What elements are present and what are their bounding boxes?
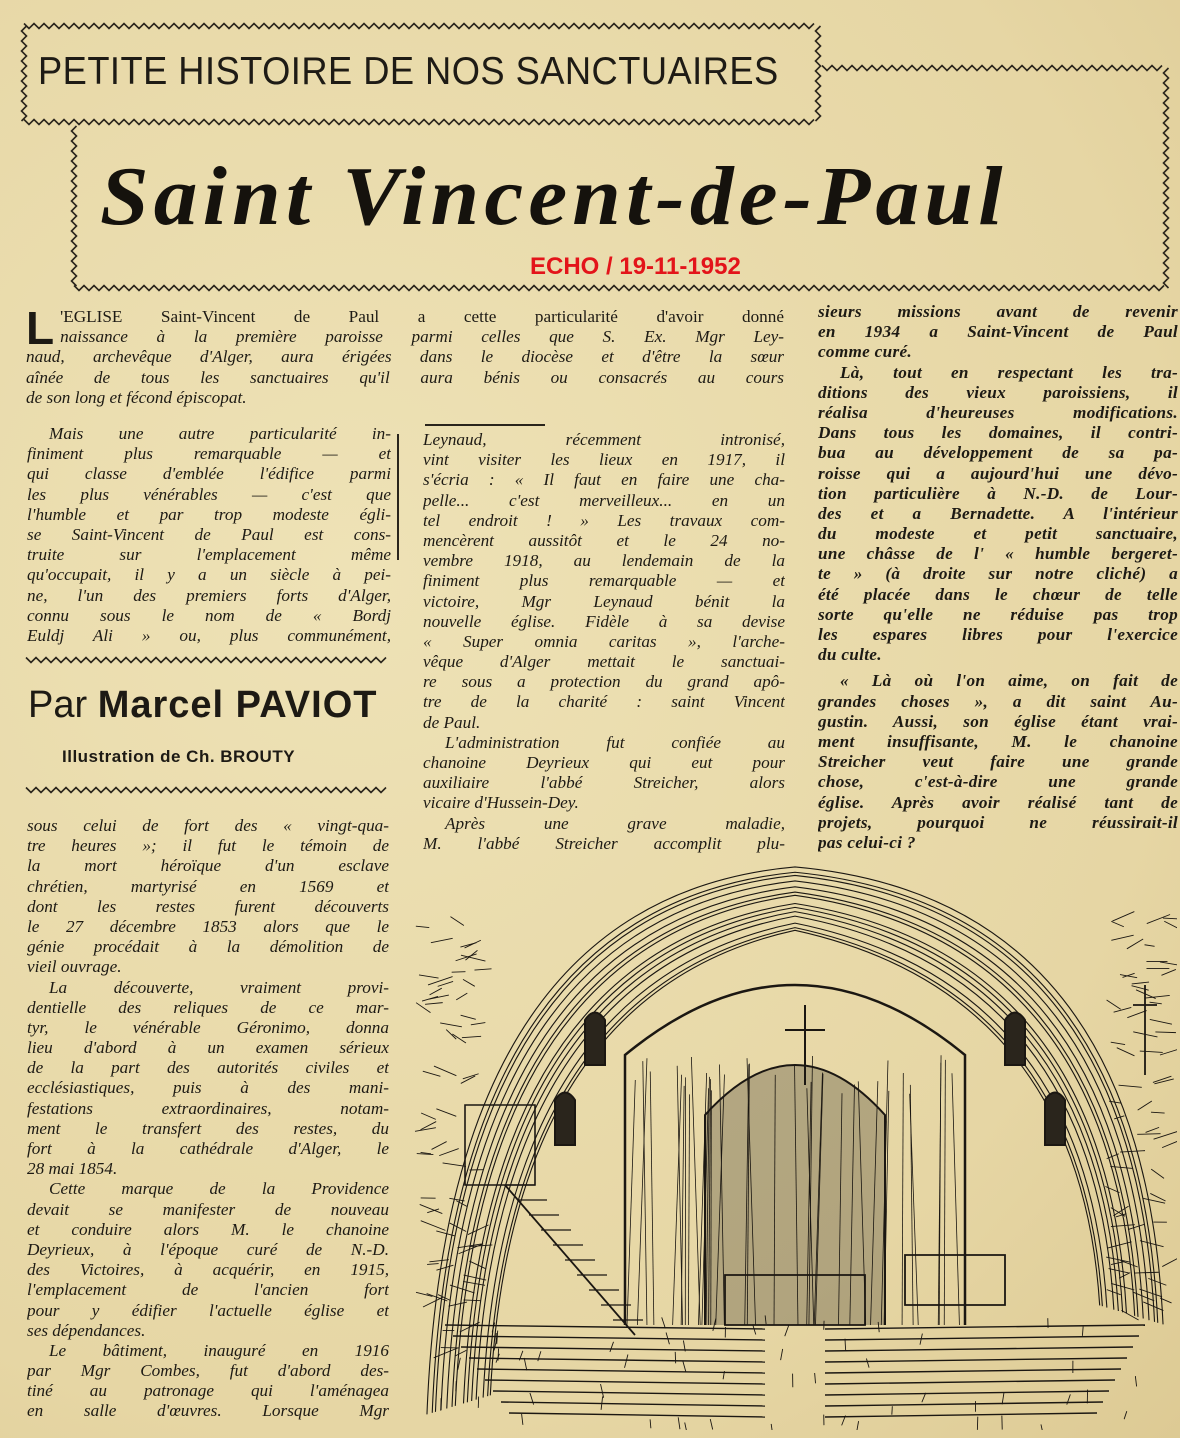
apse-hatching <box>902 1073 903 1325</box>
byline-par: Par <box>28 684 88 726</box>
text-line: Mais une autre particularité in- <box>49 424 391 443</box>
pew <box>453 1336 765 1340</box>
pew-hatching <box>685 1423 688 1430</box>
text-line: pas celui-ci ? <box>818 832 916 852</box>
frame-border <box>24 24 814 29</box>
pew-hatching <box>497 1331 498 1345</box>
text-line: 28 mai 1854. <box>27 1159 118 1179</box>
frame-border <box>822 66 1162 71</box>
text-line: ditions des vieux paroissiens, il <box>818 382 1178 402</box>
pew-hatching <box>1135 1376 1136 1386</box>
wall-hatching <box>1146 1127 1160 1132</box>
pew-hatching <box>866 1358 869 1367</box>
wall-hatching <box>427 1264 439 1265</box>
text-line: mencèrent aussitôt et le 24 no- <box>423 530 785 550</box>
pew <box>825 1325 1145 1329</box>
wall-hatching <box>440 1023 462 1027</box>
text-line: Euldj Ali » ou, plus communément, <box>27 625 391 645</box>
text-line: aînée de tous les sanctuaires qu'il aura bénis ou consacrés au cours <box>26 367 784 387</box>
pew-hatching <box>1002 1393 1004 1405</box>
pew <box>825 1402 1103 1406</box>
text-line: chrétien, martyrisé en 1569 et <box>27 876 389 896</box>
wall-hatching <box>461 1015 476 1019</box>
text-line: pelle... c'est merveilleux... en un <box>423 490 785 510</box>
text-line: tion particulière à N.-D. de Lour- <box>818 483 1178 503</box>
pew-hatching <box>683 1361 686 1372</box>
paragraph <box>27 1179 389 1341</box>
pew <box>485 1380 765 1384</box>
pew-hatching <box>1124 1411 1127 1419</box>
text-line: qu'occupait, il y a un siècle à pei- <box>27 565 391 585</box>
pew-hatching <box>538 1351 541 1361</box>
paragraph <box>423 430 785 733</box>
text-line: te » (à droite sur notre cliché) a <box>818 564 1178 584</box>
byline-divider <box>26 658 386 663</box>
wall-hatching <box>436 1265 453 1270</box>
wall-hatching <box>471 1023 486 1025</box>
text-line: grandes choses », a dit saint Au- <box>818 691 1178 711</box>
pew-hatching <box>710 1419 712 1429</box>
text-line: chose, c'est-à-dire une grande <box>818 772 1178 792</box>
wall-hatching <box>463 1300 480 1301</box>
wall-hatching <box>1127 939 1143 949</box>
wall-hatching <box>421 1113 436 1119</box>
wall-hatching <box>419 975 439 978</box>
church-interior-illustration <box>405 855 1177 1430</box>
wall-hatching <box>446 1030 456 1040</box>
pew <box>469 1358 765 1362</box>
text-line: des Victoires, à acquérir, en 1915, <box>27 1260 389 1280</box>
text-line: chanoine Deyrieux qui eut pour <box>423 753 785 772</box>
wall-hatching <box>425 1003 443 1005</box>
text-line: vicaire d'Hussein-Dey. <box>423 793 579 813</box>
wall-hatching <box>1110 1166 1132 1168</box>
wall-hatching <box>415 1128 436 1132</box>
text-line: tre de la charité : saint Vincent <box>423 692 785 712</box>
frame-border <box>24 120 814 125</box>
text-line: Après une grave maladie, <box>445 813 785 833</box>
paragraph <box>27 1341 389 1422</box>
byline <box>28 684 377 727</box>
wall-hatching <box>1145 945 1155 947</box>
column-vertical-rule <box>397 434 399 560</box>
text-line: gustin. Aussi, son église étant vrai- <box>818 711 1178 731</box>
apse-hatching <box>944 1060 945 1325</box>
wall-hatching <box>452 1034 466 1043</box>
text-line: ment insuffisante, M. le chanoine <box>818 731 1178 751</box>
wall-hatching <box>450 917 463 926</box>
pew <box>825 1413 1097 1417</box>
text-line: les plus vénérables — c'est que <box>27 484 391 504</box>
wall-hatching <box>1137 1134 1160 1135</box>
pew <box>825 1358 1127 1362</box>
text-line: « Là où l'on aime, on fait de <box>840 671 1178 691</box>
church-window <box>585 1013 605 1066</box>
wall-hatching <box>465 940 481 948</box>
wall-hatching <box>436 1109 456 1116</box>
paragraph <box>423 733 785 814</box>
wall-hatching <box>1151 1112 1165 1113</box>
wall-hatching <box>1132 986 1149 991</box>
text-line: Streicher veut faire une grande <box>818 752 1178 772</box>
pew <box>461 1347 765 1351</box>
text-line: et conduire alors M. le chanoine <box>27 1219 389 1239</box>
text-line: « Super omnia caritas », l'arche- <box>423 631 785 651</box>
text-line: dentielle des reliques de ce mar- <box>27 997 389 1017</box>
wall-hatching <box>1138 1101 1152 1110</box>
text-line: réalisa d'heureuses modifications. <box>818 402 1178 422</box>
wall-hatching <box>429 1260 449 1262</box>
frame-border <box>816 26 821 121</box>
wall-hatching <box>430 988 442 995</box>
apse-hatching <box>688 1094 689 1325</box>
wall-hatching <box>1150 1193 1165 1201</box>
column-2 <box>423 430 785 854</box>
text-line: M. l'abbé Streicher accomplit plu- <box>423 833 785 853</box>
text-line: 'EGLISE Saint-Vincent de Paul a cette particularité d'avoir donné <box>60 307 784 326</box>
wall-hatching <box>1150 1019 1172 1024</box>
pew <box>493 1391 765 1395</box>
text-line: la mort héroïque d'un esclave <box>27 856 389 876</box>
pew <box>509 1413 765 1417</box>
pew <box>501 1402 765 1406</box>
text-line: auxiliaire l'abbé Streicher, alors <box>423 773 785 793</box>
wall-hatching <box>452 972 466 973</box>
wall-hatching <box>1150 1002 1162 1004</box>
wall-hatching <box>1140 1051 1163 1052</box>
text-line: sorte qu'elle ne réduise pas trop <box>818 604 1178 624</box>
wall-hatching <box>474 969 491 970</box>
text-line: Là, tout en respectant les tra- <box>840 362 1178 382</box>
apse-hatching <box>643 1061 647 1325</box>
pew-hatching <box>678 1417 680 1429</box>
text-line: tel endroit ! » Les travaux com- <box>423 510 785 530</box>
text-line: connu sous le nom de « Bordj <box>27 605 391 625</box>
text-line: re sous a protection du grand apô- <box>423 672 785 692</box>
text-line: du culte. <box>818 645 882 665</box>
reliquary-shrine <box>905 1255 1005 1305</box>
pew <box>825 1380 1115 1384</box>
column-1-bottom <box>27 816 389 1422</box>
drop-cap: L <box>26 302 55 354</box>
text-line: de son long et fécond épiscopat. <box>26 387 247 407</box>
wall-hatching <box>1164 921 1177 930</box>
wall-hatching <box>1107 1290 1121 1295</box>
text-line: comme curé. <box>818 342 912 362</box>
text-line: La découverte, vraiment provi- <box>49 977 389 997</box>
text-line: l'emplacement de l'ancien fort <box>27 1280 389 1300</box>
text-line: finiment plus remarquable — et <box>423 571 785 591</box>
wall-hatching <box>423 1071 441 1076</box>
text-line: Deyrieux, à l'époque curé de N.-D. <box>27 1239 389 1259</box>
wall-hatching <box>428 977 453 985</box>
wall-hatching <box>1155 1032 1176 1033</box>
pew-hatching <box>857 1421 859 1430</box>
wall-hatching <box>1114 1116 1124 1119</box>
wall-hatching <box>1134 1272 1159 1273</box>
text-line: victoire, Mgr Leynaud bénit la <box>423 591 785 611</box>
wall-hatching <box>1140 1241 1164 1247</box>
wall-hatching <box>1163 918 1177 919</box>
text-line: du modeste et petit sanctuaire, <box>818 524 1178 544</box>
text-line: une châsse de l' « humble bergeret- <box>818 544 1178 564</box>
text-line: festations extraordinaires, notam- <box>27 1098 389 1118</box>
column-3 <box>818 302 1178 853</box>
text-line: L'administration fut confiée au <box>445 732 785 752</box>
text-line: le 27 décembre 1853 alors que le <box>27 916 389 936</box>
byline-divider <box>26 788 386 793</box>
text-line: projets, pourquoi ne réussirait-il <box>818 812 1178 832</box>
text-line: vêque d'Alger mettait le sanctuai- <box>423 652 785 672</box>
apse-hatching <box>952 1073 959 1325</box>
wall-hatching <box>1154 1131 1177 1139</box>
wall-hatching <box>1151 1169 1164 1178</box>
pew-hatching <box>662 1317 666 1328</box>
text-line: l'humble et par trop modeste égli- <box>27 504 391 524</box>
apse-hatching <box>650 1071 654 1325</box>
wall-hatching <box>421 1221 446 1231</box>
wall-hatching <box>422 996 438 1001</box>
apse-hatching <box>677 1066 682 1325</box>
pew <box>825 1336 1139 1340</box>
paragraph <box>27 424 391 646</box>
pew-hatching <box>601 1384 604 1398</box>
pew-hatching <box>771 1424 772 1430</box>
wall-hatching <box>1120 1151 1145 1152</box>
pew-hatching <box>522 1414 523 1425</box>
text-line: vembre 1918, au lendemain de la <box>423 551 785 571</box>
author-name: Marcel PAVIOT <box>97 684 378 726</box>
wall-hatching <box>462 1036 481 1037</box>
wall-hatching <box>1111 1042 1125 1044</box>
paragraph <box>818 671 1178 853</box>
wall-hatching <box>432 1142 447 1150</box>
paragraph <box>27 816 389 978</box>
paragraph <box>423 814 785 854</box>
apse-hatching <box>637 1058 647 1325</box>
pew-hatching <box>625 1355 628 1368</box>
text-line: génie procédait à la démolition de <box>27 937 389 957</box>
church-window <box>1045 1093 1065 1146</box>
wall-hatching <box>1162 1258 1177 1267</box>
pew <box>825 1347 1133 1351</box>
frame-border <box>22 26 27 121</box>
text-line: en 1934 a Saint-Vincent de Paul <box>818 322 1178 342</box>
column-divider-rule <box>425 424 545 426</box>
church-window <box>555 1093 575 1146</box>
wall-hatching <box>438 981 453 986</box>
text-line: de la part des autorités civiles et <box>27 1058 389 1078</box>
pew-hatching <box>785 1325 789 1336</box>
text-line: pour y édifier l'actuelle église et <box>27 1300 389 1320</box>
paragraph <box>818 302 1178 363</box>
paragraph <box>27 978 389 1180</box>
wall-hatching <box>1111 1283 1134 1289</box>
text-line: dont les restes furent découverts <box>27 896 389 916</box>
wall-hatching <box>1111 1225 1135 1227</box>
text-line: église. Après avoir réalisé tant de <box>818 792 1178 812</box>
text-line: se Saint-Vincent de Paul est cons- <box>27 524 391 544</box>
frame-border <box>72 126 77 286</box>
text-line: vieil ouvrage. <box>27 957 122 977</box>
frame-border <box>74 286 1164 291</box>
wall-hatching <box>434 1066 456 1076</box>
text-line: Cette marque de la Providence <box>49 1179 389 1199</box>
wall-hatching <box>423 1297 443 1307</box>
pew-hatching <box>781 1349 783 1360</box>
wall-hatching <box>439 1149 458 1156</box>
text-line: vint visiter les lieux en 1917, il <box>423 450 785 470</box>
wall-hatching <box>1114 1007 1132 1012</box>
pew <box>825 1369 1121 1373</box>
text-line: s'écria : « Il faut en faire une cha- <box>423 470 785 490</box>
pew <box>477 1369 765 1373</box>
text-line: roisse qui a aujourd'hui une dévo- <box>818 463 1178 483</box>
section-kicker: PETITE HISTOIRE DE NOS SANCTUAIRES <box>38 50 779 93</box>
text-line: devait se manifester de nouveau <box>27 1199 389 1219</box>
text-line: Le bâtiment, inauguré en 1916 <box>49 1340 389 1360</box>
text-line: ne, l'un des premiers forts d'Alger, <box>27 585 391 605</box>
stair-rail <box>505 1185 635 1335</box>
text-line: sieurs missions avant de revenir <box>818 302 1178 321</box>
text-line: ment le transfert des restes, du <box>27 1118 389 1138</box>
wall-hatching <box>1127 1011 1146 1018</box>
wall-hatching <box>1160 962 1177 965</box>
wall-hatching <box>1117 1048 1135 1056</box>
wall-hatching <box>1111 921 1124 926</box>
text-line: de Paul. <box>423 712 481 732</box>
apse-hatching <box>691 1057 700 1325</box>
wall-hatching <box>1162 1138 1177 1147</box>
text-line: lieu d'abord à un examen sérieux <box>27 1038 389 1058</box>
text-line: bua au développement de sa pa- <box>818 443 1178 463</box>
wall-hatching <box>1107 1000 1121 1009</box>
pew-hatching <box>845 1339 846 1351</box>
pew-hatching <box>1082 1327 1083 1336</box>
text-line: finiment plus remarquable — et <box>27 444 391 464</box>
text-line: été placée dans le chœur de telle <box>818 584 1178 604</box>
frame-border <box>1164 68 1169 288</box>
apse-hatching <box>627 1080 635 1325</box>
pew-hatching <box>524 1358 527 1370</box>
wall-hatching <box>416 926 429 927</box>
wall-hatching <box>1111 935 1133 940</box>
text-line: tyr, le vénérable Géronimo, donna <box>27 1017 389 1037</box>
text-line: naud, archevêque d'Alger, aura érigées dans le diocèse et d'être la sœur <box>26 347 784 367</box>
wall-hatching <box>1132 982 1149 984</box>
wall-hatching <box>1119 1273 1130 1279</box>
wall-hatching <box>1161 969 1175 975</box>
text-line: fort à la cathédrale d'Alger, le <box>27 1139 389 1158</box>
wall-hatching <box>443 1163 466 1166</box>
pew-hatching <box>498 1349 499 1361</box>
wall-hatching <box>1121 1310 1138 1320</box>
apse-hatching <box>910 1085 913 1325</box>
text-line: naissance à la première paroisse parmi celles que S. Ex. Mgr Ley- <box>60 327 784 347</box>
column-1-top <box>27 424 391 646</box>
article-title: Saint Vincent-de-Paul <box>100 150 1008 243</box>
text-line: Dans tous les domaines, il contri- <box>818 423 1178 443</box>
church-window <box>1005 1013 1025 1066</box>
text-line: des et a Bernadette. A l'intérieur <box>818 503 1178 523</box>
text-line: nouvelle église. Fidèle à sa devise <box>423 611 785 631</box>
wall-hatching <box>1119 1085 1142 1087</box>
pew-hatching <box>650 1419 651 1428</box>
text-line: Leynaud, récemment intronisé, <box>423 430 785 449</box>
wall-hatching <box>463 979 475 986</box>
article-intro <box>26 302 784 408</box>
pew-hatching <box>610 1342 614 1352</box>
text-line: tre heures »; il fut le témoin de <box>27 836 389 856</box>
text-line: qui classe d'emblée l'édifice parmi <box>27 464 391 484</box>
pew <box>825 1391 1109 1395</box>
pew-hatching <box>815 1373 816 1383</box>
text-line: en salle d'œuvres. Lorsque Mgr <box>27 1401 389 1421</box>
text-line: truite sur l'emplacement même <box>27 545 391 565</box>
wall-hatching <box>1112 912 1134 922</box>
text-line: sous celui de fort des « vingt-qua- <box>27 816 389 835</box>
text-line: ecclésiastiques, puis à des mani- <box>27 1078 389 1098</box>
wall-hatching <box>434 1348 458 1358</box>
source-date-stamp: ECHO / 19-11-1952 <box>530 253 741 280</box>
wall-hatching <box>455 1350 466 1356</box>
pew-hatching <box>1041 1424 1044 1430</box>
wall-hatching <box>431 938 453 942</box>
wall-hatching <box>456 993 467 1000</box>
altar-niche <box>705 1065 885 1325</box>
text-line: les espares libres pour l'exercice <box>818 625 1178 644</box>
text-line: tiné au patronage qui l'aménagea <box>27 1381 389 1401</box>
wall-hatching <box>1148 1278 1166 1285</box>
illustration-credit: Illustration de Ch. BROUTY <box>62 747 296 766</box>
paragraph <box>818 363 1178 666</box>
text-line: par Mgr Combes, fut d'abord des- <box>27 1361 389 1381</box>
text-line: ses dépendances. <box>27 1320 146 1340</box>
